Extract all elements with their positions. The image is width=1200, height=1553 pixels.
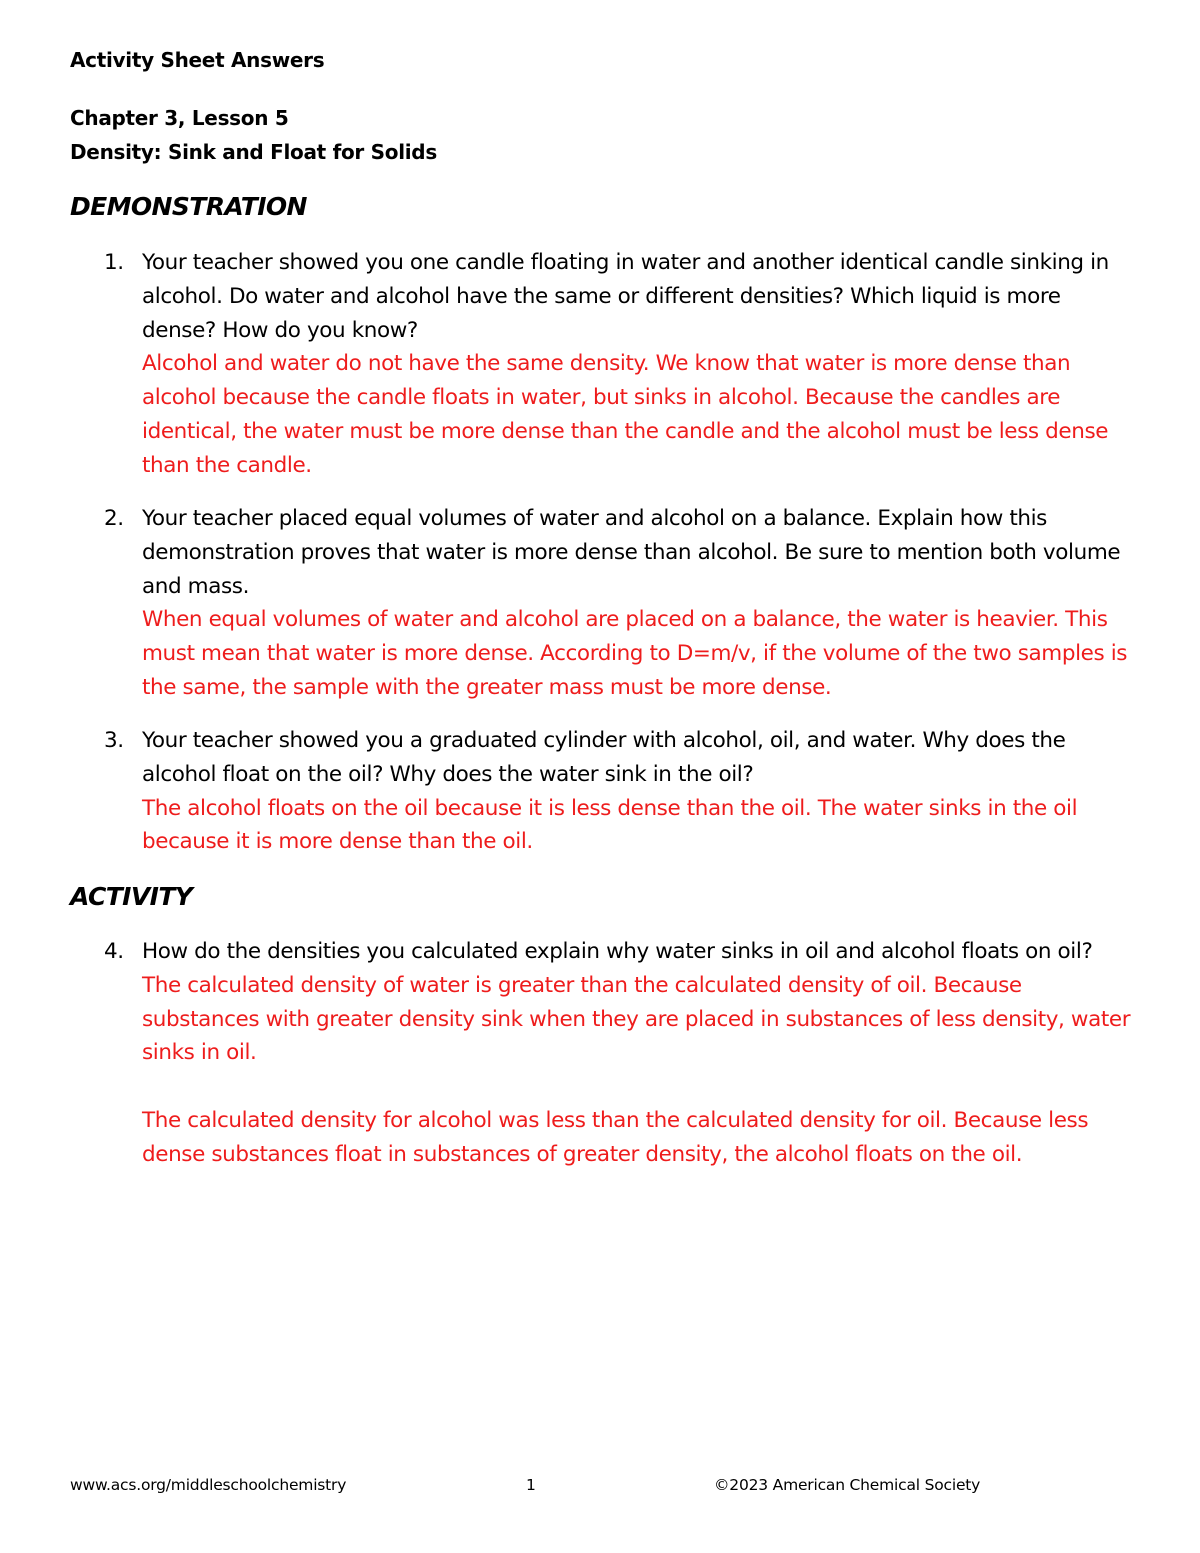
question-number: 3. [104, 728, 124, 753]
section-heading-activity: ACTIVITY [70, 882, 193, 911]
chapter-label: Chapter 3, Lesson 5 [70, 106, 289, 130]
section-heading-demonstration: DEMONSTRATION [70, 192, 307, 221]
answer-text: The calculated density of water is greater than the calculated density of oil. Because substances with greater density sink when they are placed in substances of less density, water sinks in oil. [142, 972, 1131, 1066]
document-title: Activity Sheet Answers [70, 48, 325, 72]
question-text: How do the densities you calculated explain why water sinks in oil and alcohol floats on oil? [142, 939, 1093, 964]
answer-text: When equal volumes of water and alcohol are placed on a balance, the water is heavier. This must mean that water is more dense. According to D=m/v, if the volume of the two samples is the same, the sample with the greater mass must be more dense. [142, 607, 1128, 700]
question-body [142, 246, 1134, 483]
answer-text: Alcohol and water do not have the same density. We know that water is more dense than alcohol because the candle floats in water, but sinks in alcohol. Because the candles are identical, the water must be more dense than the candle and the alcohol must be less dense than the candle. [142, 351, 1109, 478]
lesson-title: Density: Sink and Float for Solids [70, 140, 437, 164]
question-text: Your teacher placed equal volumes of water and alcohol on a balance. Explain how this demonstration proves that water is more dense than alcohol. Be sure to mention both volume and mass. [142, 506, 1121, 599]
question-number: 2. [104, 506, 124, 531]
footer-copyright: ©2023 American Chemical Society [714, 1476, 981, 1494]
footer-page-number: 1 [526, 1476, 536, 1494]
question-2 [104, 502, 1134, 705]
question-1 [104, 246, 1134, 483]
question-4 [104, 935, 1134, 1172]
question-text: Your teacher showed you a graduated cylinder with alcohol, oil, and water. Why does the alcohol float on the oil? Why does the water sink in the oil? [142, 728, 1066, 787]
answer-text: The alcohol floats on the oil because it is less dense than the oil. The water sinks in the oil because it is more dense than the oil. [142, 795, 1078, 855]
question-body [142, 502, 1134, 705]
question-3 [104, 724, 1134, 859]
question-number: 4. [104, 939, 124, 964]
question-body [142, 935, 1134, 1172]
answer-text-second-paragraph: The calculated density for alcohol was less than the calculated density for oil. Because less dense substances float in substances of greater density, the alcohol floats on the oil. [142, 1107, 1089, 1167]
question-body [142, 724, 1134, 859]
footer-url: www.acs.org/middleschoolchemistry [70, 1476, 347, 1494]
question-text: Your teacher showed you one candle floating in water and another identical candle sinking in alcohol. Do water and alcohol have the same or different densities? Which liquid is more dense? How do you know? [142, 250, 1109, 343]
question-number: 1. [104, 250, 124, 275]
